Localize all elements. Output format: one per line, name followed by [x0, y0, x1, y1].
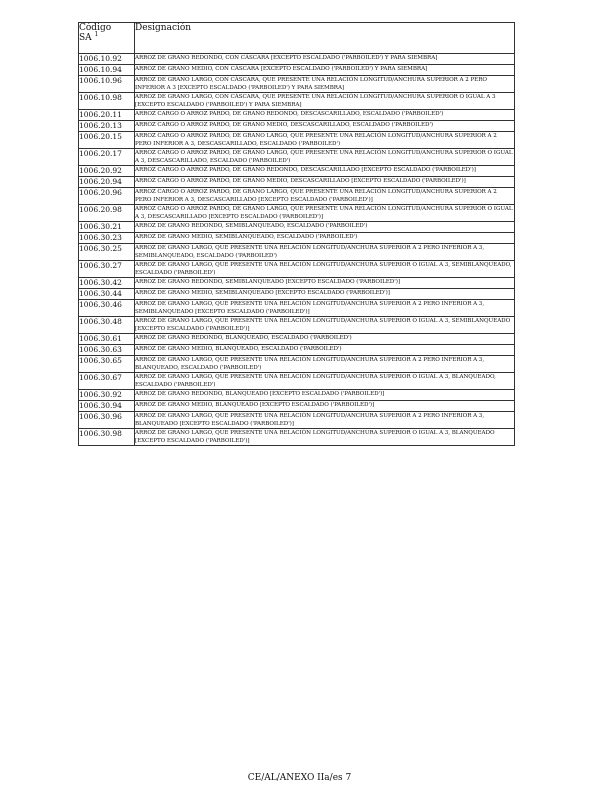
designation-cell: ARROZ DE GRANO REDONDO, BLANQUEADO, ESCALDADO ('PARBOILED'): [135, 334, 515, 345]
hs-code-cell: 1006.30.46: [79, 300, 135, 317]
designation-cell: ARROZ CARGO O ARROZ PARDO, DE GRANO LARGO, QUE PRESENTE UNA RELACIÓN LONGITUD/ANCHURA SUPERIOR O IGUAL A 3, DESCASCARILLADO, ESCALDADO ('PARBOILED'): [135, 150, 513, 164]
table-row: [79, 166, 515, 177]
code-header-line1: Código: [79, 23, 112, 33]
code-header-sa: SA: [79, 33, 92, 43]
table-row: [79, 54, 515, 65]
hs-code-cell: 1006.10.98: [79, 93, 135, 110]
designation-cell: ARROZ DE GRANO LARGO, QUE PRESENTE UNA RELACIÓN LONGITUD/ANCHURA SUPERIOR O IGUAL A 3, SEMIBLANQUEADO [EXCEPTO ESCALDADO ('PARBOILED')]: [135, 317, 515, 334]
designation-cell: ARROZ DE GRANO LARGO, QUE PRESENTE UNA RELACIÓN LONGITUD/ANCHURA SUPERIOR O IGUAL A 3, BLANQUEADO, ESCALDADO ('PARBOILED'): [135, 373, 515, 390]
table-row: [79, 222, 515, 233]
designation-cell: ARROZ CARGO O ARROZ PARDO, DE GRANO LARGO, QUE PRESENTE UNA RELACIÓN LONGITUD/ANCHURA SUPERIOR O IGUAL A 3, DESCASCARILLADO [EXCEPTO ESCALDADO ('PARBOILED')]: [135, 206, 513, 220]
footnote-marker: 1: [94, 31, 99, 38]
designation-cell: ARROZ CARGO O ARROZ PARDO, DE GRANO LARGO, QUE PRESENTE UNA RELACIÓN LONGITUD/ANCHURA SUPERIOR A 2 PERO INFERIOR A 3, DESCASCARILLADO [EXCEPTO ESCALDADO ('PARBOILED')]: [135, 188, 515, 205]
designation-cell: ARROZ DE GRANO LARGO, QUE PRESENTE UNA RELACIÓN LONGITUD/ANCHURA SUPERIOR O IGUAL A 3, BLANQUEADO [EXCEPTO ESCALDADO ('PARBOILED')]: [135, 429, 515, 446]
designation-cell: ARROZ CARGO O ARROZ PARDO, DE GRANO MEDIO, DESCASCARILLADO, ESCALDADO ('PARBOILED'): [135, 121, 515, 132]
hs-code-cell: 1006.30.61: [79, 334, 135, 345]
hs-code-cell: 1006.20.17: [79, 149, 135, 166]
designation-cell: ARROZ DE GRANO MEDIO, BLANQUEADO, ESCALDADO ('PARBOILED'): [135, 345, 515, 356]
hs-code-cell: 1006.30.25: [79, 244, 135, 261]
table-row: [79, 177, 515, 188]
table-row: [79, 356, 515, 373]
table-row: [79, 93, 515, 110]
table-row: [79, 205, 515, 222]
hs-code-cell: 1006.20.98: [79, 205, 135, 222]
table-row: [79, 334, 515, 345]
designation-cell: ARROZ DE GRANO LARGO, CON CÁSCARA, QUE PRESENTE UNA RELACIÓN LONGITUD/ANCHURA SUPERIOR O IGUAL A 3 [EXCEPTO ESCALDADO ('PARBOILED') Y PARA SIEMBRA]: [135, 93, 515, 110]
table-row: [79, 149, 515, 166]
designation-cell: ARROZ DE GRANO MEDIO, CON CÁSCARA [EXCEPTO ESCALDADO ('PARBOILED') Y PARA SIEMBRA]: [135, 65, 515, 76]
designation-cell: ARROZ DE GRANO REDONDO, CON CÁSCARA [EXCEPTO ESCALDADO ('PARBOILED') Y PARA SIEMBRA]: [135, 54, 515, 65]
hs-code-cell: 1006.30.23: [79, 233, 135, 244]
table-row: [79, 300, 515, 317]
table-row: [79, 233, 515, 244]
page-footer: CE/AL/ANEXO IIa/es 7: [247, 773, 352, 783]
table-header-row: [79, 23, 515, 54]
hs-code-cell: 1006.20.92: [79, 166, 135, 177]
designation-cell: ARROZ DE GRANO MEDIO, BLANQUEADO [EXCEPTO ESCALDADO ('PARBOILED')]: [135, 401, 515, 412]
hs-code-cell: 1006.20.15: [79, 132, 135, 149]
table-row: [79, 65, 515, 76]
tariff-code-table: [78, 22, 515, 446]
table-row: [79, 132, 515, 149]
designation-cell: ARROZ CARGO O ARROZ PARDO, DE GRANO REDONDO, DESCASCARILLADO, ESCALDADO ('PARBOILED'): [135, 110, 515, 121]
designation-cell: ARROZ CARGO O ARROZ PARDO, DE GRANO LARGO, QUE PRESENTE UNA RELACIÓN LONGITUD/ANCHURA SUPERIOR A 2 PERO INFERIOR A 3, DESCASCARILLADO, ESCALDADO ('PARBOILED'): [135, 132, 515, 149]
hs-code-cell: 1006.30.21: [79, 222, 135, 233]
table-row: [79, 373, 515, 390]
designation-cell: ARROZ CARGO O ARROZ PARDO, DE GRANO REDONDO, DESCASCARILLADO [EXCEPTO ESCALDADO ('PARBOILED')]: [135, 166, 515, 177]
table-row: [79, 289, 515, 300]
table-row: [79, 121, 515, 132]
designation-cell: ARROZ DE GRANO MEDIO, SEMIBLANQUEADO, ESCALDADO ('PARBOILED'): [135, 233, 515, 244]
designation-column-header: Designación: [135, 23, 515, 54]
designation-cell: ARROZ DE GRANO LARGO, QUE PRESENTE UNA RELACIÓN LONGITUD/ANCHURA SUPERIOR A 2 PERO INFERIOR A 3, BLANQUEADO [EXCEPTO ESCALDADO ('PARBOILED')]: [135, 412, 515, 429]
hs-code-cell: 1006.10.92: [79, 54, 135, 65]
table-row: [79, 110, 515, 121]
table-header: [79, 23, 515, 54]
hs-code-cell: 1006.30.44: [79, 289, 135, 300]
designation-cell: ARROZ DE GRANO REDONDO, BLANQUEADO [EXCEPTO ESCALDADO ('PARBOILED')]: [135, 390, 515, 401]
hs-code-cell: 1006.30.42: [79, 278, 135, 289]
designation-cell: ARROZ CARGO O ARROZ PARDO, DE GRANO MEDIO, DESCASCARILLADO [EXCEPTO ESCALDADO ('PARBOILED')]: [135, 177, 515, 188]
table-row: [79, 412, 515, 429]
hs-code-cell: 1006.30.27: [79, 261, 135, 278]
designation-cell: ARROZ DE GRANO REDONDO, SEMIBLANQUEADO [EXCEPTO ESCALDADO ('PARBOILED')]: [135, 278, 515, 289]
hs-code-cell: 1006.30.65: [79, 356, 135, 373]
table-row: [79, 76, 515, 93]
designation-cell: ARROZ DE GRANO LARGO, QUE PRESENTE UNA RELACIÓN LONGITUD/ANCHURA SUPERIOR A 2 PERO INFERIOR A 3, SEMIBLANQUEADO [EXCEPTO ESCALDADO ('PARBOILED')]: [135, 300, 515, 317]
table-row: [79, 244, 515, 261]
designation-cell: ARROZ DE GRANO LARGO, CON CÁSCARA, QUE PRESENTE UNA RELACIÓN LONGITUD/ANCHURA SUPERIOR A 2 PERO INFERIOR A 3 [EXCEPTO ESCALDADO ('PARBOILED') Y PARA SIEMBRA]: [135, 76, 515, 93]
hs-code-cell: 1006.30.67: [79, 373, 135, 390]
designation-cell: ARROZ DE GRANO LARGO, QUE PRESENTE UNA RELACIÓN LONGITUD/ANCHURA SUPERIOR O IGUAL A 3, SEMIBLANQUEADO, ESCALDADO ('PARBOILED'): [135, 261, 515, 278]
table-row: [79, 317, 515, 334]
hs-code-cell: 1006.20.11: [79, 110, 135, 121]
hs-code-cell: 1006.10.96: [79, 76, 135, 93]
table-row: [79, 390, 515, 401]
designation-cell: ARROZ DE GRANO REDONDO, SEMIBLANQUEADO, ESCALDADO ('PARBOILED'): [135, 222, 515, 233]
table-row: [79, 401, 515, 412]
table-row: [79, 429, 515, 446]
code-header-line2: [79, 33, 134, 43]
hs-code-cell: 1006.30.92: [79, 390, 135, 401]
hs-code-cell: 1006.10.94: [79, 65, 135, 76]
hs-code-cell: 1006.30.96: [79, 412, 135, 429]
designation-cell: ARROZ DE GRANO LARGO, QUE PRESENTE UNA RELACIÓN LONGITUD/ANCHURA SUPERIOR A 2 PERO INFERIOR A 3, BLANQUEADO, ESCALDADO ('PARBOILED'): [135, 356, 515, 373]
hs-code-cell: 1006.20.96: [79, 188, 135, 205]
table-row: [79, 261, 515, 278]
table-row: [79, 345, 515, 356]
table-row: [79, 188, 515, 205]
hs-code-cell: 1006.20.13: [79, 121, 135, 132]
table-row: [79, 278, 515, 289]
designation-cell: ARROZ DE GRANO MEDIO, SEMIBLANQUEADO [EXCEPTO ESCALDADO ('PARBOILED')]: [135, 289, 515, 300]
designation-cell: ARROZ DE GRANO LARGO, QUE PRESENTE UNA RELACIÓN LONGITUD/ANCHURA SUPERIOR A 2 PERO INFERIOR A 3, SEMIBLANQUEADO, ESCALDADO ('PARBOILED'): [135, 244, 515, 261]
hs-code-cell: 1006.30.48: [79, 317, 135, 334]
hs-code-cell: 1006.20.94: [79, 177, 135, 188]
hs-code-cell: 1006.30.94: [79, 401, 135, 412]
hs-code-cell: 1006.30.98: [79, 429, 135, 446]
code-column-header: [79, 23, 135, 54]
hs-code-cell: 1006.30.63: [79, 345, 135, 356]
table-body: [79, 54, 515, 446]
